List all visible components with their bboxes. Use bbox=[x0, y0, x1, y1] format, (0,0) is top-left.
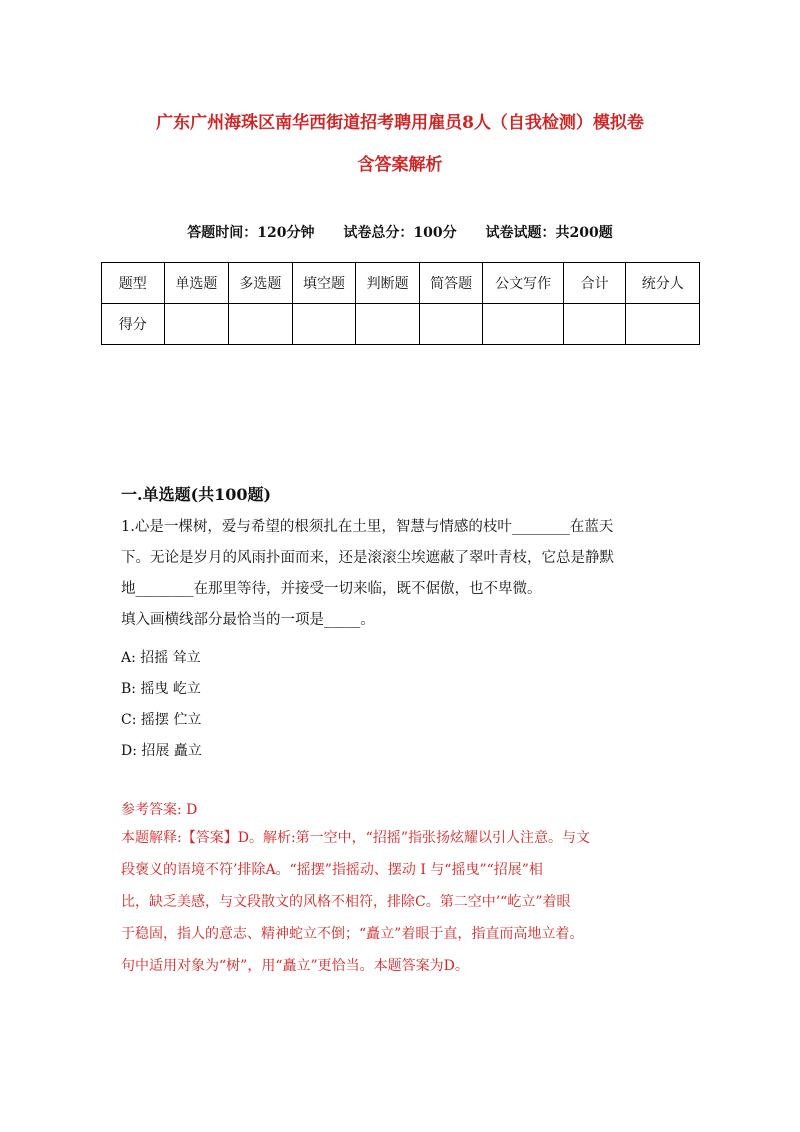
score-cell bbox=[419, 304, 483, 345]
explanation-line: 于稳固，指人的意志、精神蛇立不倒；“矗立”着眼于直，指直而高地立着。 bbox=[121, 926, 584, 942]
question-stem-line: 下。无论是岁月的风雨扑面而来，还是滚滚尘埃遮蔽了翠叶青枝，它总是静默 bbox=[121, 550, 614, 566]
explanation-line: 比，缺乏美感，与文段散文的风格不相符，排除C。第二空中’“屹立”着眼 bbox=[121, 894, 571, 910]
score-header-cell: 单选题 bbox=[164, 263, 229, 304]
option-d: D: 招展 矗立 bbox=[121, 743, 202, 759]
question-stem-line: 地________在那里等待，并接受一切来临，既不倨傲，也不卑微。 bbox=[121, 581, 542, 597]
option-b: B: 摇曳 屹立 bbox=[121, 681, 201, 697]
score-header-cell: 填空题 bbox=[292, 263, 356, 304]
score-header-cell: 题型 bbox=[102, 263, 165, 304]
question-prompt: 填入画横线部分最恰当的一项是_____。 bbox=[121, 612, 375, 628]
score-table bbox=[101, 262, 700, 345]
score-header-cell: 公文写作 bbox=[483, 263, 563, 304]
score-header-cell: 统分人 bbox=[626, 263, 700, 304]
score-cell bbox=[563, 304, 626, 345]
score-cell bbox=[626, 304, 700, 345]
explanation-line: 本题解释:【答案】D。解析:第一空中，“招摇”指张扬炫耀以引人注意。与文 bbox=[121, 830, 590, 846]
score-header-cell: 合计 bbox=[563, 263, 626, 304]
option-a: A: 招摇 耸立 bbox=[121, 650, 201, 666]
score-row-label: 得分 bbox=[102, 304, 165, 345]
score-cell bbox=[292, 304, 356, 345]
exam-meta bbox=[100, 222, 700, 242]
document-title-line2: 含答案解析 bbox=[357, 155, 443, 175]
section-heading: 一.单选题(共100题) bbox=[121, 485, 272, 504]
reference-answer: 参考答案: D bbox=[121, 802, 198, 818]
score-cell bbox=[356, 304, 420, 345]
score-cell bbox=[483, 304, 563, 345]
question-stem-line: 1.心是一棵树，爱与希望的根须扎在土里，智慧与情感的枝叶________在蓝天 bbox=[121, 519, 614, 535]
option-c: C: 摇摆 伫立 bbox=[121, 712, 202, 728]
exam-question-count: 试卷试题：共200题 bbox=[485, 225, 613, 241]
score-cell bbox=[229, 304, 293, 345]
score-header-cell: 多选题 bbox=[229, 263, 293, 304]
score-table-header-row bbox=[102, 263, 700, 304]
score-header-cell: 简答题 bbox=[419, 263, 483, 304]
explanation-line: 段褒义的语境不符’排除A。“摇摆”指摇动、摆动 I 与“摇曳”“招展”相 bbox=[121, 862, 543, 878]
document-title-line1: 广东广州海珠区南华西街道招考聘用雇员8人（自我检测）模拟卷 bbox=[156, 113, 644, 133]
explanation-line: 句中适用对象为“树”，用“矗立”更恰当。本题答案为D。 bbox=[121, 958, 469, 974]
score-header-cell: 判断题 bbox=[356, 263, 420, 304]
exam-total-score: 试卷总分：100分 bbox=[343, 225, 457, 241]
score-cell bbox=[164, 304, 229, 345]
exam-time: 答题时间：120分钟 bbox=[187, 225, 315, 241]
score-table-row bbox=[102, 304, 700, 345]
